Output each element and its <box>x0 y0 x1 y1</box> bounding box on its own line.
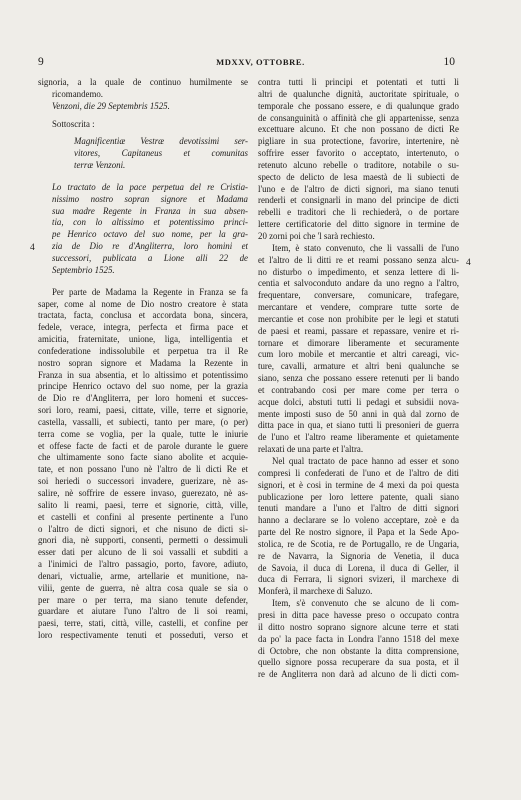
text-line: Nel qual tractato de pace hanno ad esser et sono <box>272 456 459 466</box>
signature-line: Magnificentiæ Vestræ devotissimi ser- <box>74 136 248 147</box>
page-number-right: 10 <box>443 56 455 68</box>
text-line: temporale che possano essere, e di qualunque grado <box>258 100 459 111</box>
margin-note-right: 4 <box>466 258 471 268</box>
title-line: nissimo nostro sopran signore et Madama <box>52 193 248 204</box>
text-line: parte del Re nostro signore, il Papa et la Sede Apo- <box>258 527 459 538</box>
text-line: relaxati de una parte et l'altra. <box>258 444 364 455</box>
text-line: et contrabando cosi per mare come per terra o <box>258 384 459 395</box>
text-line: no disturbo o impedimento, et senza lettere di li- <box>258 266 459 277</box>
text-line: retenuto alcuno rebelle o traditore, notabile o su- <box>258 159 459 170</box>
paragraph-2 <box>258 243 459 456</box>
text-line: lettere certificatorie del ditto signore in termine de <box>258 219 459 230</box>
text-line: il ditto nostro soprano signore alcune terre et stati <box>258 621 459 632</box>
text-line: l'uno e de l'altro de dicti signori, ma siano tenuti <box>258 183 459 194</box>
title-line: pe Henrico octavo del suo nome, per la gra- <box>52 229 248 240</box>
text-line: ture, cavalli, armature et altri beni qualunche se <box>258 361 459 372</box>
text-line: signori, et è cosi in termine de 4 mexi da poi questa <box>258 479 459 490</box>
text-line: de paesi et reami, passare et repassare, venire et ri- <box>258 325 459 336</box>
title-line: zia de Dio re d'Angliterra, loro homini et <box>52 241 248 252</box>
margin-note-left: 4 <box>30 243 35 253</box>
text-line: cum loro mobile et mercantie et altri careagi, vic- <box>258 349 459 360</box>
text-line: specto de delicto de lesa maestà de li subiecti de <box>258 171 459 182</box>
text-line: centia et salvoconduto andare da uno regno a l'altro, <box>258 278 459 289</box>
text-line: 20 zorni poi che 'l sarà rechiesto. <box>258 230 375 241</box>
paragraph-4 <box>258 598 459 681</box>
left-column <box>38 77 248 642</box>
opening-paragraph <box>38 77 248 101</box>
text-line: renderli et consignarli in mano del principe de dicti <box>258 195 459 206</box>
text-line: quello signore possa recuperare da sua posta, et il <box>258 657 459 668</box>
document-title <box>38 182 248 277</box>
paragraph-3 <box>258 456 459 598</box>
text-line: re de Angliterra non darà ad alcuno de li dicti com- <box>258 669 459 680</box>
text-line: Monferà, il marchexe di Saluzo. <box>258 586 373 597</box>
text-line: tornare et dimorare liberamente et securamente <box>258 337 459 348</box>
text-line: o l'altro de dicti signori, et che nisuno de dicti si- <box>38 523 248 534</box>
text-line: mercantie et cose non prohibite per le legi et statuti <box>258 313 459 324</box>
text-line: re de Navarra, la Signoria de Venetia, il duca <box>258 550 459 561</box>
text-line: vilii, gente de guerra, nè altra cosa quale se sia o <box>38 582 248 593</box>
text-line: Item, è stato convenuto, che li vassalli de l'uno <box>272 242 459 253</box>
text-line: Per parte de Madama la Regente in Franza se fa <box>52 286 248 297</box>
text-line: denari, victualie, arme, artellarie et munitione, na- <box>38 570 248 581</box>
text-line: soffrire esser favorito o acceptato, intertenuto, o <box>258 148 459 159</box>
text-line: salito li reami, paesi, terre et signorie, città, ville, <box>38 499 248 510</box>
text-line: da po' la pace facta in Londra l'anno 1518 del mexe <box>258 633 459 644</box>
text-line: compresi li confederati de l'uno et de l'altro de diti <box>258 467 459 478</box>
text-line: excettuare alcuno. Et che non possano de dicti Re <box>258 124 459 135</box>
page-number-left: 9 <box>38 56 44 68</box>
text-line: rebelli e traditori che li rechiederà, o de portare <box>258 207 459 218</box>
text-line: de l'uno et l'altro reame liberamente et quietamente <box>258 432 459 443</box>
text-line: amicitia, fraternitate, unione, liga, intelligentia et <box>38 334 248 345</box>
signature-line: terræ Venzoni. <box>74 160 126 171</box>
text-line: loro respectivamente tenuti et posseduti, verso et <box>38 630 248 641</box>
text-line: de consanguinità o affinità che gli appartenisse, senza <box>258 112 459 123</box>
text-line: ditta pace in qua, et siano tutti li presonieri de guerra <box>258 420 459 431</box>
text-line: che ultimamente sono facte siano abolite et acquie- <box>38 452 248 463</box>
text-line: paesi, terre, stati, città, ville, castelli, et confine per <box>38 618 248 629</box>
text-line: altri de qualunche dignità, auctoritate spirituale, o <box>258 88 459 99</box>
text-line: guardare et aiutare l'uno l'altro de li soi reami, <box>38 606 248 617</box>
text-line: ricomandemo. <box>52 88 104 99</box>
page-header <box>0 56 521 70</box>
text-line: pigliare in sua protectione, favorire, intertenire, nè <box>258 136 459 147</box>
text-line: contra tutti li principi et potentati et tutti li <box>258 77 459 87</box>
text-line: di Octobre, che non obstante la ditta comprensione, <box>258 645 459 656</box>
signature-block <box>38 136 248 172</box>
text-line: principe Henrico octavo del suo nome, per la grazia <box>38 381 248 392</box>
text-line: mente imposti suso de 50 anni in quà dal zorno de <box>258 408 459 419</box>
body-paragraph <box>38 287 248 642</box>
text-line: presi in ditta pace havesse preso o occupato contra <box>258 609 459 620</box>
text-line: stolica, re de Scotia, re de Portugallo, re de Ungaria, <box>258 538 459 549</box>
title-line: successori, publicata a Lione alli 22 de <box>52 252 248 263</box>
text-line: et offese facte de facti et de parole durante le guere <box>38 440 248 451</box>
text-line: terra come se voglia, per la quale, tutte le iniurie <box>38 428 248 439</box>
text-line: publicazione per loro lettere patente, quali siano <box>258 491 459 502</box>
paragraph-1 <box>258 77 459 243</box>
text-line: gnori dia, nè supporti, consenti, permetti o dessimuli <box>38 535 248 546</box>
text-line: signoria, a la quale de continuo humilmente se <box>38 77 248 87</box>
text-line: a l'inimici de l'altro passagio, porto, favore, adiuto, <box>38 559 248 570</box>
text-line: duca di Ferrara, li signori svizeri, il marchexe di <box>258 574 459 585</box>
text-line: hanno a declarare se lo voleno acceptare, zoè e da <box>258 515 459 526</box>
text-line: et castelli et confini al presente pertinente a l'uno <box>38 511 248 522</box>
text-line: salire, nè soffrire de essere invaso, guerezato, nè as- <box>38 488 248 498</box>
right-column <box>258 77 459 681</box>
signed-label: Sottoscrita : <box>52 118 95 129</box>
text-line: soi heriedi o successori invadere, guerizare, nè as- <box>38 476 248 487</box>
title-line: Lo tractato de la pace perpetua del re Cristia- <box>52 181 248 192</box>
text-line: nostro sopran signore et Madama la Rezente in <box>38 357 248 368</box>
running-title: MDXXV, OTTOBRE. <box>216 57 305 67</box>
title-line: sua madre Regente in Franza in sua absen- <box>52 205 248 216</box>
text-line: tractata, facta, conclusa et accordata bona, sincera, <box>38 310 248 321</box>
text-line: Franza in sua absentia, et lo altissimo et potentissimo <box>38 369 248 380</box>
text-line: tenuti mandare a l'uno et l'altro de ditti signori <box>258 503 459 514</box>
signature-line: vitores, Capitaneus et comunitas <box>74 148 248 159</box>
text-line: et l'altro de li ditti re et reami possano senza alcu- <box>258 254 459 265</box>
text-line: saper, come al nome de Dio nostro creatore è stata <box>38 298 248 309</box>
text-line: castella, vassalli, et subiecti, tanto per mare, (o per) <box>38 416 248 427</box>
text-line: de Dio re d'Angliterra, per loro homeni et succes- <box>38 393 248 404</box>
text-line: de Savoia, il duca di Lorena, il duca di Geller, il <box>258 562 459 573</box>
dateline: Venzoni, die 29 Septembris 1525. <box>52 100 170 111</box>
text-line: siano, senza che possano essere retenuti per li bando <box>258 373 459 384</box>
text-line: esser dati per alcuno de li soi vassalli et subditi a <box>38 547 248 558</box>
text-line: acque dolci, abstuti tutti li pedagi et subsidii nova- <box>258 396 459 407</box>
text-line: sori loro, reami, paesi, cittate, ville, terre et signorie, <box>38 405 248 416</box>
text-line: mercantare et vendere, comprare tutte sorte de <box>258 302 459 313</box>
title-line: Septembrio 1525. <box>52 264 115 275</box>
text-line: tate, et non possano l'uno nè l'altro de li dicti Re et <box>38 464 248 475</box>
text-line: frequentare, conversare, comunicare, trafegare, <box>258 290 459 301</box>
text-line: confederatione indissolubile et perpetua tra il Re <box>38 345 248 356</box>
text-line: fedele, verace, integra, perfecta et firma pace et <box>38 322 248 333</box>
text-line: per mare o per terra, ma siano tenute defender, <box>38 594 248 605</box>
title-line: tia, con lo altissimo et potentissimo princi- <box>52 217 248 228</box>
text-line: Item, s'è convenuto che se alcuno de li com- <box>272 598 459 609</box>
